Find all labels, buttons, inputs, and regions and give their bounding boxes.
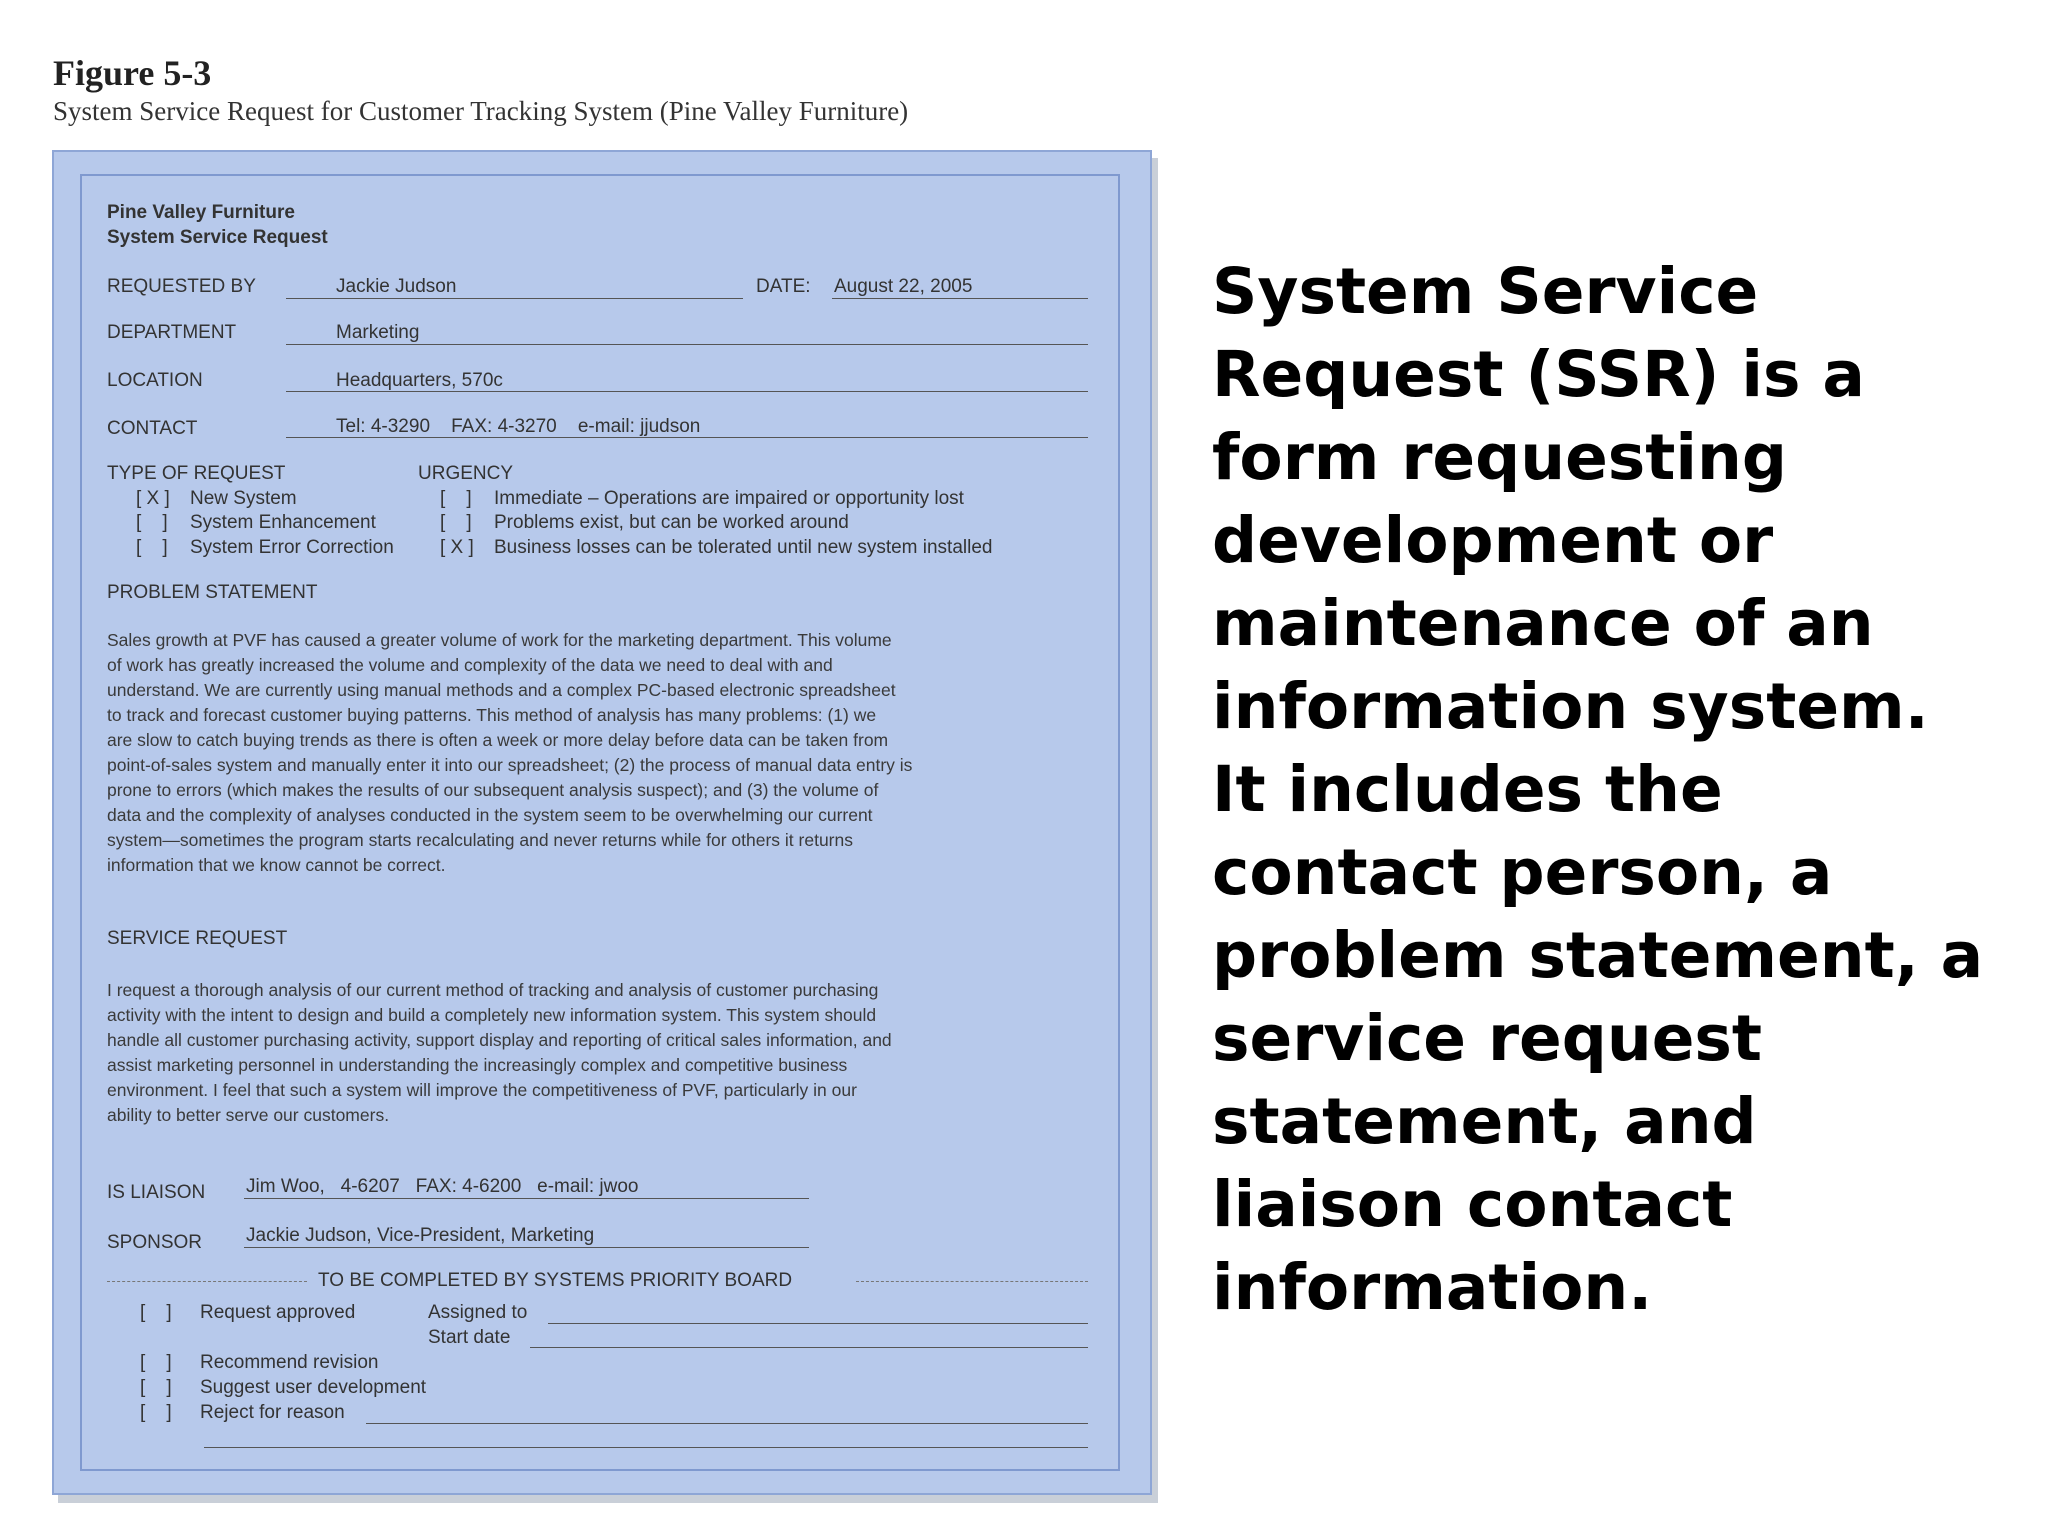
service-request-text: I request a thorough analysis of our current method of tracking and analysis of customer purchasing activity with the intent to design and build a completely new information system. This system should handle all customer purchasing activity, support display and reporting of critical sales information, and assist marketing personnel in understanding the increasingly complex and competitive business environment. I feel that such a system will improve the competitiveness of PVF, particularly in our ability to better serve our customers.: [107, 980, 892, 1125]
requested-by-value: Jackie Judson: [336, 276, 457, 297]
contact-label: CONTACT: [107, 418, 198, 439]
reject-reason-line-2: [204, 1447, 1088, 1448]
department-value: Marketing: [336, 322, 420, 343]
urgency-option-label: Problems exist, but can be worked around: [494, 512, 849, 533]
problem-statement-text: Sales growth at PVF has caused a greater volume of work for the marketing department. This volume of work has greatly increased the volume and complexity of the data we need to deal with and understand. We are currently using manual methods and a complex PC-based electronic spreadsheet to track and forecast customer buying patterns. This method of analysis has many problems: (1) we are slow to catch buying trends as there is often a week or more delay before data can be taken from point-of-sales system and manually enter it into our spreadsheet; (2) the process of manual data entry is prone to errors (which makes the results of our subsequent analysis suspect); and (3) the volume of data and the complexity of analyses conducted in the system seem to be overwhelming our current system—sometimes the program starts recalculating and never returns while for others it returns information that we know cannot be correct.: [107, 630, 913, 875]
type-option-label: System Error Correction: [190, 537, 394, 558]
type-option-box[interactable]: [ ]: [136, 512, 168, 533]
sponsor-value: Jackie Judson, Vice-President, Marketing: [246, 1225, 595, 1246]
board-option-box[interactable]: [ ]: [140, 1352, 172, 1373]
date-line: [832, 298, 1088, 299]
service-request-label: SERVICE REQUEST: [107, 928, 288, 949]
figure-caption: System Service Request for Customer Tracking System (Pine Valley Furniture): [53, 96, 909, 126]
ssr-description: System Service Request (SSR) is a form requesting development or maintenance of an information system. It includes the contact person, a problem statement, a service request statement, and liaison contact information.: [1212, 255, 1984, 1324]
form-company: Pine Valley Furniture: [107, 202, 295, 223]
board-option-box[interactable]: [ ]: [140, 1377, 172, 1398]
urgency-option-label: Business losses can be tolerated until new system installed: [494, 537, 993, 558]
urgency-option-box[interactable]: [ ]: [440, 512, 472, 533]
is-liaison-label: IS LIAISON: [107, 1182, 206, 1203]
problem-statement-label: PROBLEM STATEMENT: [107, 582, 318, 603]
board-option-box[interactable]: [ ]: [140, 1302, 172, 1323]
board-option-box[interactable]: [ ]: [140, 1402, 172, 1423]
assigned-to-line: [548, 1323, 1088, 1324]
urgency-label: URGENCY: [418, 463, 514, 484]
contact-value: Tel: 4-3290 FAX: 4-3270 e-mail: jjudson: [336, 416, 701, 437]
form-title: System Service Request: [107, 227, 328, 248]
department-line: [286, 344, 1088, 345]
location-label: LOCATION: [107, 370, 203, 391]
date-label: DATE:: [756, 276, 811, 297]
requested-by-line: [286, 298, 743, 299]
location-value: Headquarters, 570c: [336, 370, 503, 391]
urgency-option-label: Immediate – Operations are impaired or opportunity lost: [494, 488, 964, 509]
board-option-label: Request approved: [200, 1302, 356, 1323]
type-option-label: System Enhancement: [190, 512, 376, 533]
date-value: August 22, 2005: [834, 276, 973, 297]
reject-reason-line: [366, 1423, 1088, 1424]
start-date-line: [530, 1347, 1088, 1348]
type-option-box[interactable]: [ ]: [136, 537, 168, 558]
priority-board-label: TO BE COMPLETED BY SYSTEMS PRIORITY BOARD: [318, 1270, 793, 1291]
figure-title: Figure 5-3: [53, 53, 212, 93]
location-line: [286, 391, 1088, 392]
contact-line: [286, 437, 1088, 438]
board-divider-right: [856, 1281, 1088, 1282]
is-liaison-line: [244, 1198, 809, 1199]
department-label: DEPARTMENT: [107, 322, 237, 343]
start-date-label: Start date: [428, 1327, 511, 1348]
board-option-label: Recommend revision: [200, 1352, 379, 1373]
type-option-label: New System: [190, 488, 297, 509]
urgency-option-box[interactable]: [ ]: [440, 488, 472, 509]
board-option-label: Reject for reason: [200, 1402, 345, 1423]
sponsor-line: [244, 1247, 809, 1248]
is-liaison-value: Jim Woo, 4-6207 FAX: 4-6200 e-mail: jwoo: [246, 1176, 639, 1197]
board-option-label: Suggest user development: [200, 1377, 427, 1398]
urgency-option-box[interactable]: [ X ]: [440, 537, 474, 558]
assigned-to-label: Assigned to: [428, 1302, 528, 1323]
type-option-box[interactable]: [ X ]: [136, 488, 170, 509]
board-divider-left: [107, 1281, 307, 1282]
type-of-request-label: TYPE OF REQUEST: [107, 463, 286, 484]
sponsor-label: SPONSOR: [107, 1232, 203, 1253]
requested-by-label: REQUESTED BY: [107, 276, 256, 297]
